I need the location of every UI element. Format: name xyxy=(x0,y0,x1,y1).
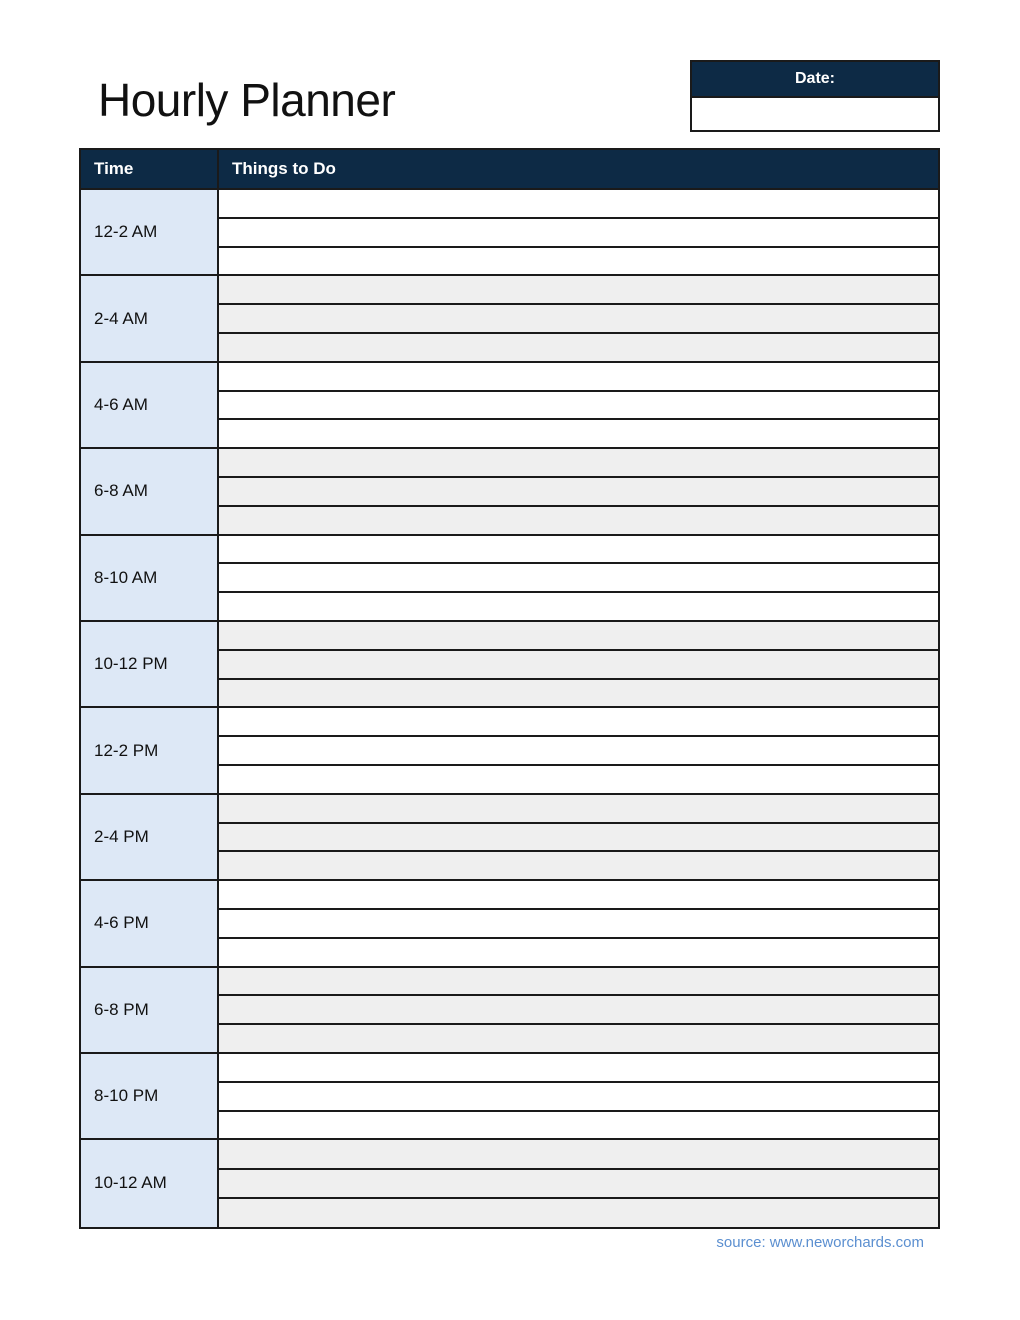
time-block xyxy=(81,536,938,622)
time-slot-label: 10-12 AM xyxy=(81,1140,219,1226)
task-lines xyxy=(219,190,938,274)
time-block xyxy=(81,363,938,449)
task-lines xyxy=(219,449,938,533)
task-line[interactable] xyxy=(219,795,938,824)
time-slot-label: 8-10 PM xyxy=(81,1054,219,1138)
task-lines xyxy=(219,881,938,965)
task-lines xyxy=(219,536,938,620)
task-line[interactable] xyxy=(219,305,938,334)
task-lines xyxy=(219,795,938,879)
planner-table xyxy=(79,148,940,1229)
time-block xyxy=(81,795,938,881)
task-lines xyxy=(219,708,938,792)
task-line[interactable] xyxy=(219,420,938,447)
task-line[interactable] xyxy=(219,219,938,248)
task-line[interactable] xyxy=(219,766,938,793)
task-line[interactable] xyxy=(219,680,938,707)
date-box xyxy=(690,60,940,132)
time-block xyxy=(81,968,938,1054)
task-lines xyxy=(219,1140,938,1226)
page-title: Hourly Planner xyxy=(98,74,396,126)
task-line[interactable] xyxy=(219,392,938,421)
task-line[interactable] xyxy=(219,852,938,879)
task-line[interactable] xyxy=(219,1112,938,1139)
task-line[interactable] xyxy=(219,449,938,478)
task-lines xyxy=(219,622,938,706)
time-block xyxy=(81,1054,938,1140)
time-block xyxy=(81,622,938,708)
todo-column-header: Things to Do xyxy=(232,159,336,178)
task-line[interactable] xyxy=(219,190,938,219)
time-slot-label: 6-8 AM xyxy=(81,449,219,533)
time-slot-label: 4-6 AM xyxy=(81,363,219,447)
task-line[interactable] xyxy=(219,996,938,1025)
task-line[interactable] xyxy=(219,564,938,593)
task-line[interactable] xyxy=(219,507,938,534)
time-block xyxy=(81,190,938,276)
task-line[interactable] xyxy=(219,334,938,361)
task-line[interactable] xyxy=(219,910,938,939)
task-line[interactable] xyxy=(219,248,938,275)
time-slot-label: 8-10 AM xyxy=(81,536,219,620)
task-line[interactable] xyxy=(219,1140,938,1169)
task-line[interactable] xyxy=(219,1025,938,1052)
date-label: Date: xyxy=(692,62,938,98)
task-lines xyxy=(219,1054,938,1138)
time-slot-label: 12-2 AM xyxy=(81,190,219,274)
task-line[interactable] xyxy=(219,593,938,620)
time-slot-label: 10-12 PM xyxy=(81,622,219,706)
time-blocks xyxy=(81,190,938,1227)
time-column-header: Time xyxy=(81,150,219,188)
task-line[interactable] xyxy=(219,651,938,680)
task-line[interactable] xyxy=(219,968,938,997)
task-line[interactable] xyxy=(219,1054,938,1083)
task-line[interactable] xyxy=(219,276,938,305)
task-line[interactable] xyxy=(219,363,938,392)
source-credit: source: www.neworchards.com xyxy=(716,1234,924,1251)
time-slot-label: 4-6 PM xyxy=(81,881,219,965)
task-line[interactable] xyxy=(219,1083,938,1112)
task-lines xyxy=(219,363,938,447)
task-line[interactable] xyxy=(219,737,938,766)
time-slot-label: 2-4 AM xyxy=(81,276,219,360)
time-block xyxy=(81,276,938,362)
task-line[interactable] xyxy=(219,939,938,966)
date-field[interactable] xyxy=(692,98,938,132)
time-slot-label: 6-8 PM xyxy=(81,968,219,1052)
task-line[interactable] xyxy=(219,478,938,507)
task-line[interactable] xyxy=(219,622,938,651)
time-block xyxy=(81,881,938,967)
time-block xyxy=(81,708,938,794)
table-header xyxy=(81,150,938,190)
time-slot-label: 2-4 PM xyxy=(81,795,219,879)
task-lines xyxy=(219,276,938,360)
task-line[interactable] xyxy=(219,881,938,910)
task-line[interactable] xyxy=(219,1170,938,1199)
time-block xyxy=(81,1140,938,1226)
time-block xyxy=(81,449,938,535)
task-line[interactable] xyxy=(219,1199,938,1226)
task-lines xyxy=(219,968,938,1052)
task-line[interactable] xyxy=(219,536,938,565)
time-slot-label: 12-2 PM xyxy=(81,708,219,792)
task-line[interactable] xyxy=(219,824,938,853)
task-line[interactable] xyxy=(219,708,938,737)
